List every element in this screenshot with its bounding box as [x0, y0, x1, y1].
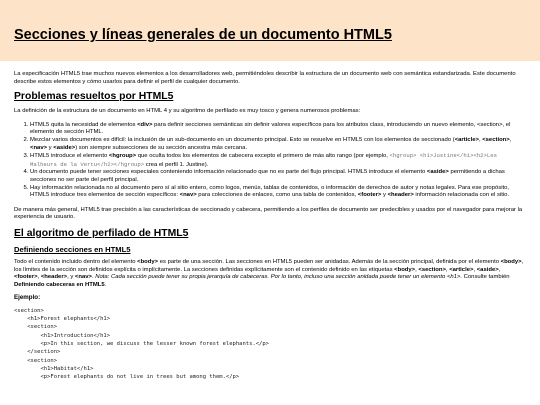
main-content [14, 71, 526, 382]
code-example: <section> <h1>Forest elephants</h1> <section> <h1>Introduction</h1> <p>In this section, we discuss the lesser known forest elephants.</p> </section> <section> <h1>Habitat</h1> <p>Forest elephants do not live in trees but among them.</p> [14, 307, 269, 381]
section-heading-algorithm: El algoritmo de perfilado de HTML5 [14, 227, 189, 239]
problems-list [14, 122, 526, 200]
intro-paragraph: La especificación HTML5 trae muchos nuevos elementos a los desarrolladores web, permitiéndoles describir la estructura de un documento web con semántica estandarizada. Este documento describe estos elementos y cómo usarlos para definir el perfil de cualquier documento. [14, 71, 516, 85]
example-label: Ejemplo: [14, 294, 41, 302]
list-item: 4. Un documento puede tener secciones especiales conteniendo información relacionado que no es parte del flujo principal. HTML5 introduce el elemento <aside> permitiendo a dichas secciones no ser parte del perfil principal. [30, 169, 526, 184]
section-heading-problems: Problemas resueltos por HTML5 [14, 91, 174, 103]
problems-lead-paragraph: La definición de la estructura de un documento en HTML 4 y su algoritmo de perfilado es muy tosco y genera numerosos problemas: [14, 108, 361, 115]
algorithm-paragraph: Todo el contenido incluido dentro del elemento <body> es parte de una sección. Las secciones en HTML5 pueden ser anidadas. Además de la sección principal, definida por el elemento <body>, los límites de la sección son definidos explícita o implícitamente. La secciones definidas explícitamente son el contenido definido en las etiquetas <body>, <section>, <article>, <aside>, <footer>, <header>, y <nav>. Nota: Cada sección puede tener su propia jerarquía de cabeceras. Por lo tanto, incluso una sección anidada puede tener un elemento <h1>. Consulte también Definiendo cabeceras en HTML5. [14, 258, 524, 288]
page-header [0, 0, 540, 61]
link-defining-headings[interactable]: Definiendo cabeceras en HTML5 [14, 281, 105, 288]
problems-outro-paragraph: De manera más general, HTML5 trae precisión a las características de seccionado y cabecera, permitiendo a los perfiles de documento ser predecibles y usados por el navegador para mejorar la experiencia de usuario. [14, 206, 523, 221]
inline-code: <hgroup> <h1>Justine</h1><h2>Les Malheurs de la Vertu</h2></hgroup> [30, 152, 497, 168]
list-item: 2. Mezclar varios documentos es difícil: la inclusión de un sub-documento en un documento principal. Esto se resuelve en HTML5 con los elementos de seccionado (<article>, <section>, <nav> y <aside>) son siempre subsecciones de su sección ancestra más cercana. [30, 137, 526, 152]
list-item: 5. Hay información relacionada no al documento pero sí al sitio entero, como logos, menús, tablas de contenidos, o información de derechos de autor y notas legales. Para ese propósito, HTML5 introduce tres elementos de sección específicos: <nav> para colecciones de enlaces, como una tabla de contenidos, <footer> y <header> información relacionada con el sitio. [30, 185, 526, 200]
page-title: Secciones y líneas generales de un documento HTML5 [14, 27, 392, 43]
list-item: 3. HTML5 introduce el elemento <hgroup> que oculta todos los elementos de cabecera excepto el primero de más alto rango (por ejemplo, <hgroup> <h1>Justine</h1><h2>Les Malheurs de la Vertu</h2></hgroup> crea el perfil 1. Justine). [30, 152, 526, 169]
list-item: 1. HTML5 quita la necesidad de elementos <div> para definir secciones semánticas sin definir valores específicos para los atributos class, introduciendo un nuevo elemento, <section>, el elemento de sección HTML. [30, 122, 526, 137]
subheading-defining-sections: Definiendo secciones en HTML5 [14, 244, 131, 254]
